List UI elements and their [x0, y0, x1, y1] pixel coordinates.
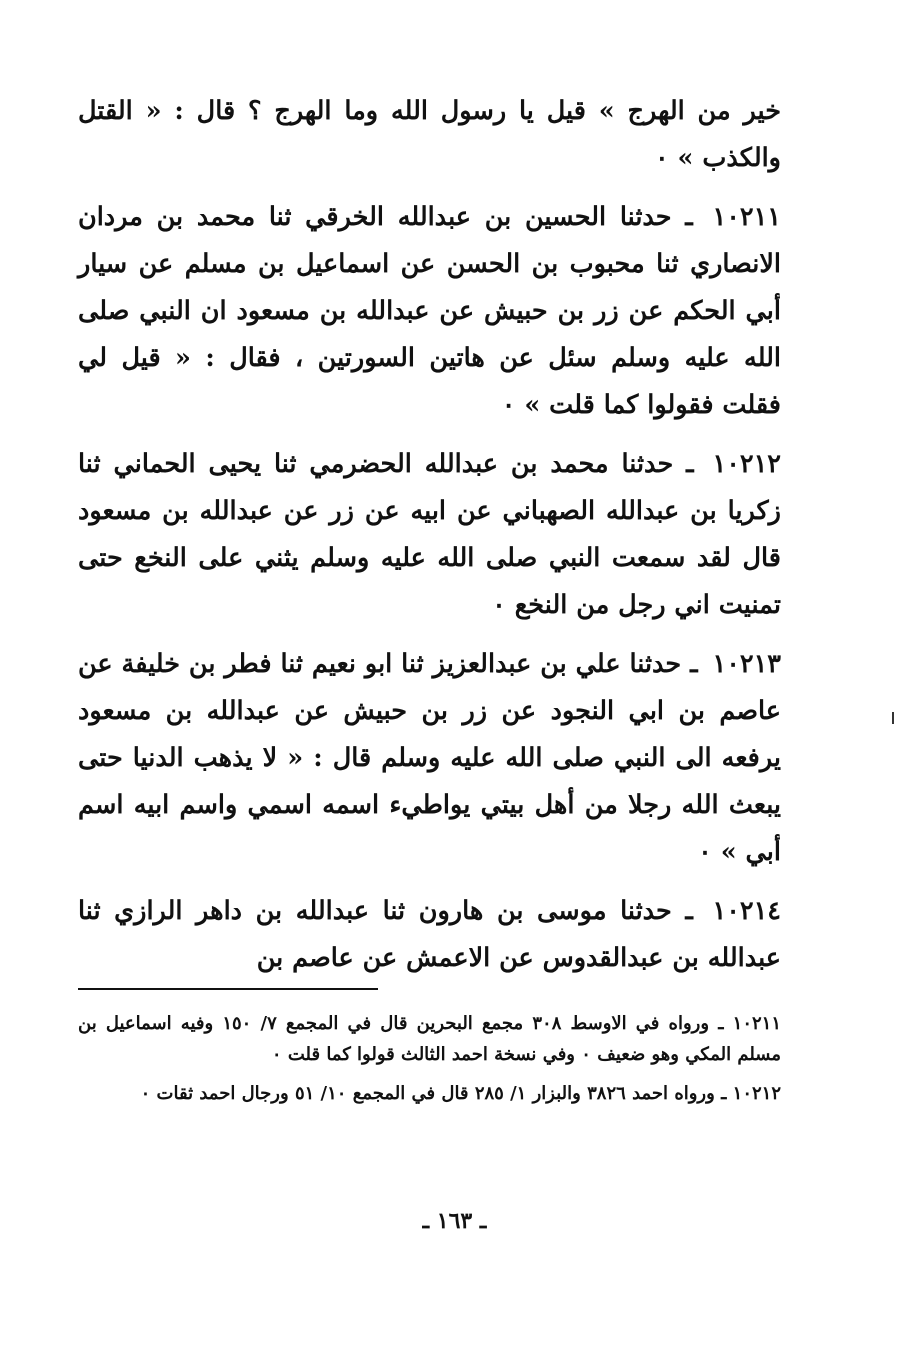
footnote-number: ١٠٢١١ — [732, 1013, 781, 1034]
footnote-divider — [78, 988, 378, 990]
hadith-text: ـ حدثنا علي بن عبدالعزيز ثنا ابو نعيم ثنا فطر بن خليفة عن عاصم بن ابي النجود عن زر بن حبيش عن عبدالله بن مسعود يرفعه الى النبي صلى الله عليه وسلم قال : « لا يذهب الدنيا حتى يبعث الله رجلا من أهل بيتي يواطيء اسمه اسمي واسم ابيه اسم أبي » ٠ — [78, 649, 781, 867]
hadith-10212 — [78, 441, 781, 629]
hadith-number: ١٠٢١١ — [712, 202, 781, 232]
footnote-number: ١٠٢١٢ — [732, 1083, 781, 1104]
footnotes — [78, 1008, 781, 1117]
footnote-text: ـ ورواه في الاوسط ٣٠٨ مجمع البحرين قال في المجمع ٧/ ١٥٠ وفيه اسماعيل بن مسلم المكي وهو ضعيف ٠ وفي نسخة احمد الثالث قولوا كما قلت ٠ — [78, 1013, 781, 1065]
page-number: ـ ١٦٣ ـ — [422, 1208, 487, 1234]
hadith-number: ١٠٢١٣ — [712, 649, 781, 679]
continuation-paragraph: خير من الهرج » قيل يا رسول الله وما الهرج ؟ قال : « القتل والكذب » ٠ — [78, 96, 781, 173]
margin-mark — [892, 712, 894, 724]
footnote-10212 — [78, 1078, 781, 1109]
footnote-text: ـ ورواه احمد ٣٨٢٦ والبزار ١/ ٢٨٥ قال في المجمع ١٠/ ٥١ ورجال احمد ثقات ٠ — [140, 1083, 727, 1104]
hadith-10214 — [78, 888, 781, 982]
hadith-text: ـ حدثنا محمد بن عبدالله الحضرمي ثنا يحيى الحماني ثنا زكريا بن عبدالله الصهباني عن ابيه عن زر عن عبدالله بن مسعود قال لقد سمعت النبي صلى الله عليه وسلم يثني على النخع حتى تمنيت اني رجل من النخع ٠ — [78, 449, 781, 620]
hadith-number: ١٠٢١٢ — [712, 449, 781, 479]
hadith-number: ١٠٢١٤ — [712, 896, 781, 926]
footnote-10211 — [78, 1008, 781, 1070]
hadith-text: ـ حدثنا الحسين بن عبدالله الخرقي ثنا محمد بن مردان الانصاري ثنا محبوب بن الحسن عن اسماعيل بن مسلم عن سيار أبي الحكم عن زر بن حبيش عن عبدالله بن مسعود ان النبي صلى الله عليه وسلم سئل عن هاتين السورتين ، فقال : « قيل لي فقلت فقولوا كما قلت » ٠ — [78, 202, 781, 420]
hadith-10211 — [78, 194, 781, 429]
hadith-10213 — [78, 641, 781, 876]
hadith-text: ـ حدثنا موسى بن هارون ثنا عبدالله بن داهر الرازي ثنا عبدالله بن عبدالقدوس عن الاعمش عن عاصم بن — [78, 896, 781, 973]
main-text — [78, 88, 781, 982]
